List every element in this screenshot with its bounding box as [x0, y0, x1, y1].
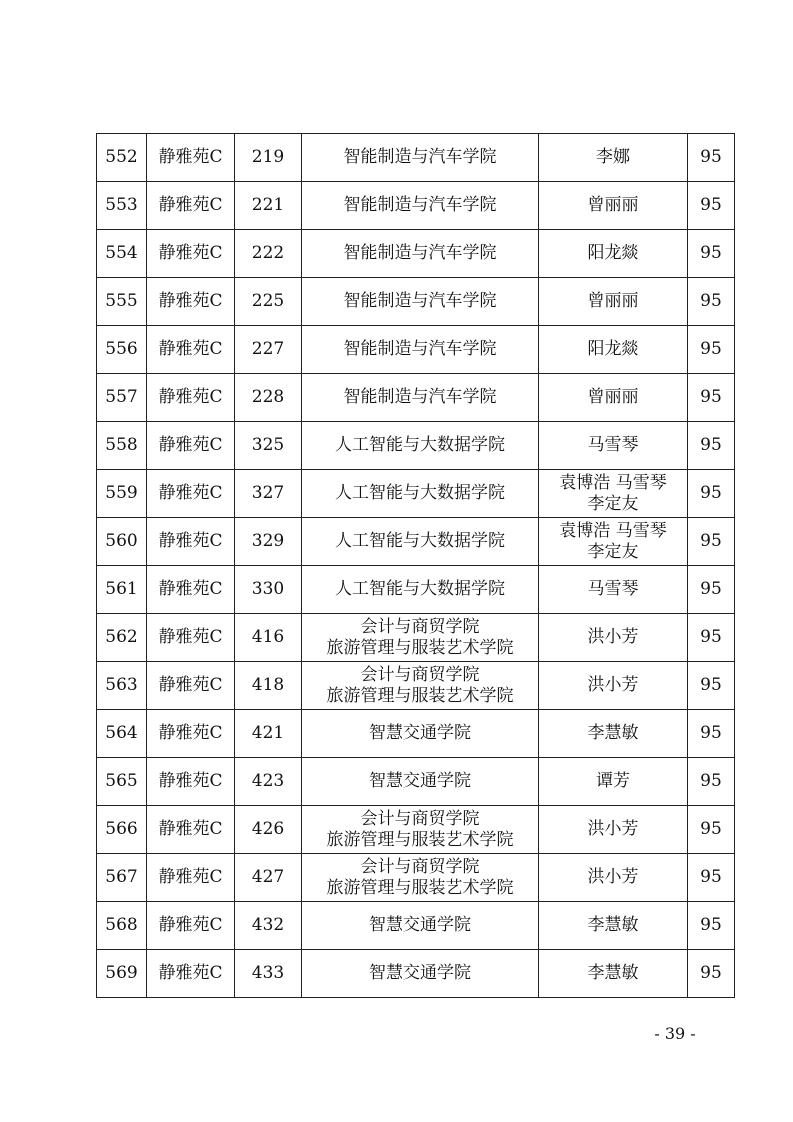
cell-advisor	[539, 422, 688, 470]
cell-score: 95	[688, 806, 735, 854]
cell-number: 557	[97, 374, 147, 422]
cell-advisor	[539, 854, 688, 902]
cell-score: 95	[688, 374, 735, 422]
cell-building: 静雅苑C	[147, 278, 235, 326]
cell-college	[302, 182, 539, 230]
cell-number: 552	[97, 134, 147, 182]
cell-advisor-line: 曾丽丽	[587, 291, 639, 311]
cell-college-line: 会计与商贸学院	[360, 856, 480, 877]
cell-advisor-line: 李慧敏	[587, 915, 639, 935]
cell-advisor-line: 洪小芳	[587, 675, 639, 695]
cell-score: 95	[688, 758, 735, 806]
cell-college	[302, 950, 539, 998]
cell-college	[302, 662, 539, 710]
cell-college-line: 智能制造与汽车学院	[343, 243, 497, 263]
table-row	[97, 374, 735, 422]
cell-score: 95	[688, 854, 735, 902]
cell-number: 563	[97, 662, 147, 710]
cell-college-line: 智能制造与汽车学院	[343, 147, 497, 167]
cell-score: 95	[688, 566, 735, 614]
cell-room: 423	[235, 758, 302, 806]
cell-advisor-line: 袁博浩 马雪琴	[559, 472, 667, 493]
cell-score: 95	[688, 614, 735, 662]
cell-college-line: 智慧交通学院	[369, 771, 471, 791]
cell-number: 566	[97, 806, 147, 854]
cell-advisor	[539, 566, 688, 614]
cell-room: 222	[235, 230, 302, 278]
cell-advisor-line: 李定友	[587, 493, 639, 514]
cell-advisor	[539, 614, 688, 662]
cell-advisor	[539, 230, 688, 278]
cell-building: 静雅苑C	[147, 614, 235, 662]
cell-room: 225	[235, 278, 302, 326]
cell-college	[302, 470, 539, 518]
cell-score: 95	[688, 710, 735, 758]
cell-college	[302, 278, 539, 326]
cell-score: 95	[688, 326, 735, 374]
cell-advisor	[539, 950, 688, 998]
dormitory-score-table	[96, 133, 735, 998]
cell-college-line: 旅游管理与服装艺术学院	[326, 685, 514, 706]
cell-advisor	[539, 758, 688, 806]
cell-advisor-line: 谭芳	[596, 771, 630, 791]
cell-score: 95	[688, 518, 735, 566]
cell-college-line: 智慧交通学院	[369, 963, 471, 983]
cell-college-line: 人工智能与大数据学院	[335, 483, 505, 503]
table-row	[97, 278, 735, 326]
cell-room: 219	[235, 134, 302, 182]
cell-advisor-line: 袁博浩 马雪琴	[559, 520, 667, 541]
cell-college-line: 智能制造与汽车学院	[343, 387, 497, 407]
cell-number: 559	[97, 470, 147, 518]
cell-building: 静雅苑C	[147, 806, 235, 854]
cell-score: 95	[688, 662, 735, 710]
cell-score: 95	[688, 470, 735, 518]
cell-advisor-line: 曾丽丽	[587, 195, 639, 215]
cell-advisor-line: 曾丽丽	[587, 387, 639, 407]
cell-building: 静雅苑C	[147, 854, 235, 902]
cell-room: 418	[235, 662, 302, 710]
cell-building: 静雅苑C	[147, 518, 235, 566]
cell-number: 561	[97, 566, 147, 614]
cell-college	[302, 854, 539, 902]
cell-number: 569	[97, 950, 147, 998]
cell-advisor-line: 洪小芳	[587, 819, 639, 839]
cell-room: 433	[235, 950, 302, 998]
cell-college	[302, 374, 539, 422]
table-row	[97, 854, 735, 902]
cell-college-line: 旅游管理与服装艺术学院	[326, 877, 514, 898]
cell-building: 静雅苑C	[147, 182, 235, 230]
cell-room: 427	[235, 854, 302, 902]
page-number: - 39 -	[654, 1024, 696, 1043]
cell-college	[302, 326, 539, 374]
cell-room: 329	[235, 518, 302, 566]
cell-room: 432	[235, 902, 302, 950]
cell-number: 554	[97, 230, 147, 278]
table-row	[97, 902, 735, 950]
cell-college	[302, 134, 539, 182]
cell-advisor	[539, 902, 688, 950]
cell-college-line: 人工智能与大数据学院	[335, 435, 505, 455]
table-row	[97, 614, 735, 662]
cell-college-line: 智慧交通学院	[369, 723, 471, 743]
cell-number: 556	[97, 326, 147, 374]
cell-college	[302, 518, 539, 566]
cell-college	[302, 422, 539, 470]
cell-building: 静雅苑C	[147, 326, 235, 374]
table-row	[97, 950, 735, 998]
table-row	[97, 662, 735, 710]
cell-advisor	[539, 470, 688, 518]
cell-score: 95	[688, 902, 735, 950]
cell-building: 静雅苑C	[147, 710, 235, 758]
cell-college-line: 会计与商贸学院	[360, 616, 480, 637]
cell-building: 静雅苑C	[147, 566, 235, 614]
cell-building: 静雅苑C	[147, 662, 235, 710]
cell-college	[302, 806, 539, 854]
cell-building: 静雅苑C	[147, 950, 235, 998]
cell-advisor	[539, 710, 688, 758]
cell-room: 327	[235, 470, 302, 518]
cell-room: 227	[235, 326, 302, 374]
cell-college-line: 旅游管理与服装艺术学院	[326, 637, 514, 658]
cell-college-line: 旅游管理与服装艺术学院	[326, 829, 514, 850]
cell-college	[302, 566, 539, 614]
cell-college-line: 智慧交通学院	[369, 915, 471, 935]
cell-college-line: 智能制造与汽车学院	[343, 195, 497, 215]
cell-advisor	[539, 518, 688, 566]
cell-advisor	[539, 278, 688, 326]
cell-number: 558	[97, 422, 147, 470]
cell-advisor	[539, 182, 688, 230]
cell-score: 95	[688, 182, 735, 230]
cell-room: 330	[235, 566, 302, 614]
cell-college	[302, 614, 539, 662]
cell-advisor-line: 李娜	[596, 147, 630, 167]
table-row	[97, 518, 735, 566]
cell-college-line: 智能制造与汽车学院	[343, 291, 497, 311]
cell-number: 560	[97, 518, 147, 566]
cell-college-line: 会计与商贸学院	[360, 664, 480, 685]
cell-building: 静雅苑C	[147, 422, 235, 470]
table-row	[97, 806, 735, 854]
table-body	[97, 134, 735, 998]
cell-advisor-line: 阳龙燚	[587, 243, 639, 263]
cell-building: 静雅苑C	[147, 470, 235, 518]
cell-building: 静雅苑C	[147, 230, 235, 278]
cell-advisor	[539, 326, 688, 374]
cell-room: 325	[235, 422, 302, 470]
cell-building: 静雅苑C	[147, 374, 235, 422]
cell-college	[302, 902, 539, 950]
cell-room: 421	[235, 710, 302, 758]
cell-score: 95	[688, 278, 735, 326]
cell-number: 555	[97, 278, 147, 326]
table-row	[97, 758, 735, 806]
cell-room: 228	[235, 374, 302, 422]
cell-advisor	[539, 662, 688, 710]
cell-advisor	[539, 374, 688, 422]
cell-building: 静雅苑C	[147, 134, 235, 182]
table-row	[97, 230, 735, 278]
table-row	[97, 470, 735, 518]
cell-advisor-line: 李慧敏	[587, 963, 639, 983]
table-row	[97, 710, 735, 758]
cell-advisor-line: 马雪琴	[587, 435, 639, 455]
cell-number: 568	[97, 902, 147, 950]
cell-advisor-line: 洪小芳	[587, 867, 639, 887]
cell-advisor-line: 李定友	[587, 541, 639, 562]
cell-number: 565	[97, 758, 147, 806]
cell-advisor-line: 李慧敏	[587, 723, 639, 743]
cell-building: 静雅苑C	[147, 758, 235, 806]
cell-building: 静雅苑C	[147, 902, 235, 950]
cell-college	[302, 710, 539, 758]
cell-college	[302, 230, 539, 278]
cell-advisor-line: 洪小芳	[587, 627, 639, 647]
cell-number: 567	[97, 854, 147, 902]
cell-advisor	[539, 806, 688, 854]
cell-number: 564	[97, 710, 147, 758]
table-row	[97, 566, 735, 614]
cell-number: 553	[97, 182, 147, 230]
cell-college-line: 智能制造与汽车学院	[343, 339, 497, 359]
cell-college-line: 会计与商贸学院	[360, 808, 480, 829]
table-row	[97, 134, 735, 182]
cell-advisor-line: 马雪琴	[587, 579, 639, 599]
cell-room: 416	[235, 614, 302, 662]
cell-college	[302, 758, 539, 806]
cell-score: 95	[688, 950, 735, 998]
cell-college-line: 人工智能与大数据学院	[335, 531, 505, 551]
cell-advisor-line: 阳龙燚	[587, 339, 639, 359]
cell-advisor	[539, 134, 688, 182]
cell-score: 95	[688, 422, 735, 470]
cell-room: 426	[235, 806, 302, 854]
cell-room: 221	[235, 182, 302, 230]
cell-college-line: 人工智能与大数据学院	[335, 579, 505, 599]
table-row	[97, 182, 735, 230]
cell-score: 95	[688, 134, 735, 182]
cell-number: 562	[97, 614, 147, 662]
cell-score: 95	[688, 230, 735, 278]
table-row	[97, 422, 735, 470]
table-row	[97, 326, 735, 374]
